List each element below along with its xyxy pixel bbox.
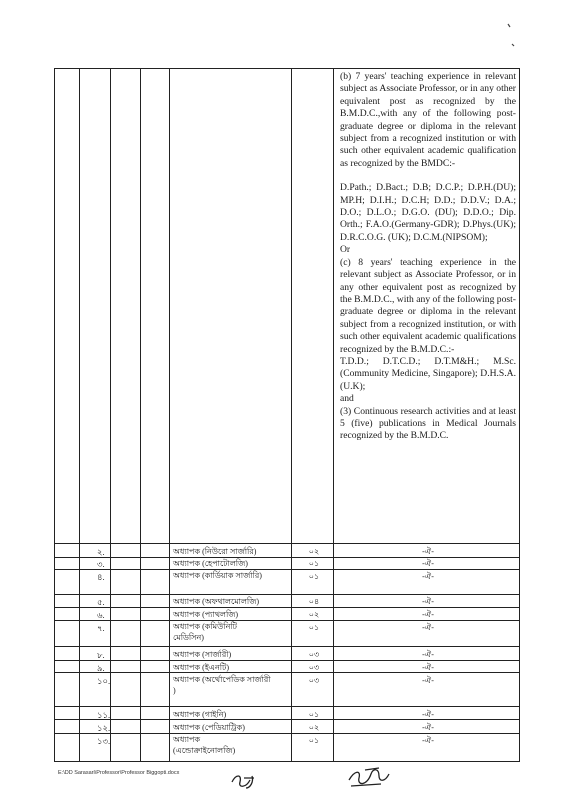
serial-number: ৯.	[97, 663, 105, 673]
post-count: ০১	[308, 559, 320, 568]
post-title: অধ্যাপক (কমিউনিটি মেডিসিন)	[173, 622, 238, 642]
ditto-mark: -ঐ-	[422, 710, 434, 719]
or-text: Or	[340, 244, 351, 256]
degree-list-c: T.D.D.; D.T.C.D.; D.T.M&H.; M.Sc. (Community Medicine, Singapore); D.H.S.A.(U.K);	[340, 355, 516, 392]
ditto-mark: -ঐ-	[422, 572, 434, 581]
row-divider	[55, 594, 519, 595]
post-title: অধ্যাপক (নিউরো সার্জারি)	[173, 547, 257, 556]
ditto-mark: -ঐ-	[422, 610, 434, 619]
post-count: ০১	[308, 736, 320, 745]
qualification-para-b: (b) 7 years' teaching experience in relevant subject as Associate Professor, or in any other equivalent post as recognized by the B.M.D.C.,with any of the following post-graduate degree or diploma in the relevant subject from a recognized institution or with such other equivalent academic qualification as recognized by the BMDC:-	[340, 71, 516, 169]
row-divider	[55, 646, 519, 647]
ditto-mark: -ঐ-	[422, 663, 434, 672]
ditto-mark: -ঐ-	[422, 650, 434, 659]
pen-mark	[500, 18, 530, 58]
serial-number: ২.	[97, 547, 105, 557]
handwritten-signature	[345, 762, 395, 794]
col-divider	[169, 69, 170, 761]
degree-list-b: D.Path.; D.Bact.; D.B; D.C.P.; D.P.H.(DU); MP.H; D.I.H.; D.C.H; D.D.; D.D.V.; D.A.; D.O.; D.L.O.; D.G.O. (DU); D.D.O.; Dip. Orth.; F.A.O.(Germany-GDR); D.Phys.(UK); D.R.C.O.G. (UK); D.C.M.(NIPSOM);	[340, 182, 516, 243]
post-count: ০২	[308, 610, 320, 619]
row-divider	[55, 543, 519, 544]
serial-number: ৩.	[97, 559, 105, 569]
post-count: ০২	[308, 547, 320, 556]
post-count: ০১	[308, 572, 320, 581]
serial-number: ৮.	[97, 650, 105, 660]
qualification-table	[54, 68, 520, 762]
post-count: ০৩	[308, 650, 320, 659]
post-count: ০৩	[308, 676, 320, 685]
serial-number: ১০.	[97, 676, 111, 686]
post-title: অধ্যাপক (গাইনি)	[173, 710, 227, 719]
ditto-mark: -ঐ-	[422, 547, 434, 556]
ditto-mark: -ঐ-	[422, 676, 434, 685]
serial-number: ১৩.	[97, 736, 111, 746]
post-count: ০৩	[308, 663, 320, 672]
post-count: ০৪	[308, 597, 320, 606]
serial-number: ১১.	[97, 710, 111, 720]
serial-number: ৭.	[97, 623, 105, 633]
serial-number: ১২.	[97, 723, 111, 733]
qualification-para-c: (c) 8 years' teaching experience in the relevant subject as Associate Professor, or in any other equivalent post as recognized by the B.M.D.C., with any of the following post-graduate degree or diploma in the relevant subject from a recognized institution, or with such other equivalent academic qualifications recognized by the B.M.D.C.:-	[340, 256, 516, 355]
post-title: অধ্যাপক (সার্জারী)	[173, 650, 232, 659]
col-divider	[110, 69, 111, 761]
ditto-mark: -ঐ-	[422, 736, 434, 745]
post-title: অধ্যাপক (অর্থোপেডিক সার্জারী )	[173, 675, 271, 695]
and-text: and	[340, 393, 354, 405]
serial-number: ৬.	[97, 610, 105, 620]
post-count: ০২	[308, 723, 320, 732]
col-divider	[140, 69, 141, 761]
col-divider	[79, 69, 80, 761]
post-count: ০১	[308, 710, 320, 719]
ditto-mark: -ঐ-	[422, 597, 434, 606]
row-divider	[55, 706, 519, 707]
post-title: অধ্যাপক (কার্ডিয়াক সার্জারি)	[173, 571, 262, 580]
post-title: অধ্যাপক (হেপাটোলজি)	[173, 559, 248, 568]
post-title: অধ্যাপক (এন্ডোক্রাইনোলজি)	[173, 735, 236, 755]
post-title: অধ্যাপক (প্যাথলজি)	[173, 610, 239, 619]
file-path-footer: E:\DD Sarasari\Professor\Professor Biggopti.docx	[58, 770, 180, 776]
initials-signature	[228, 768, 268, 794]
ditto-mark: -ঐ-	[422, 559, 434, 568]
qualification-text	[340, 71, 516, 443]
post-title: অধ্যাপক (পেডিয়াট্রিক)	[173, 723, 245, 732]
qualification-para-3: (3) Continuous research activities and at least 5 (five) publications in Medical Journals recognized by the B.M.D.C.	[340, 405, 516, 442]
ditto-mark: -ঐ-	[422, 623, 434, 632]
post-count: ০১	[308, 623, 320, 632]
serial-number: ৫.	[97, 597, 105, 607]
ditto-mark: -ঐ-	[422, 723, 434, 732]
post-title: অধ্যাপক (অফথালমোলজি)	[173, 597, 260, 606]
col-divider	[333, 69, 334, 761]
serial-number: ৪.	[97, 572, 105, 582]
post-title: অধ্যাপক (ইএনটি)	[173, 663, 230, 672]
